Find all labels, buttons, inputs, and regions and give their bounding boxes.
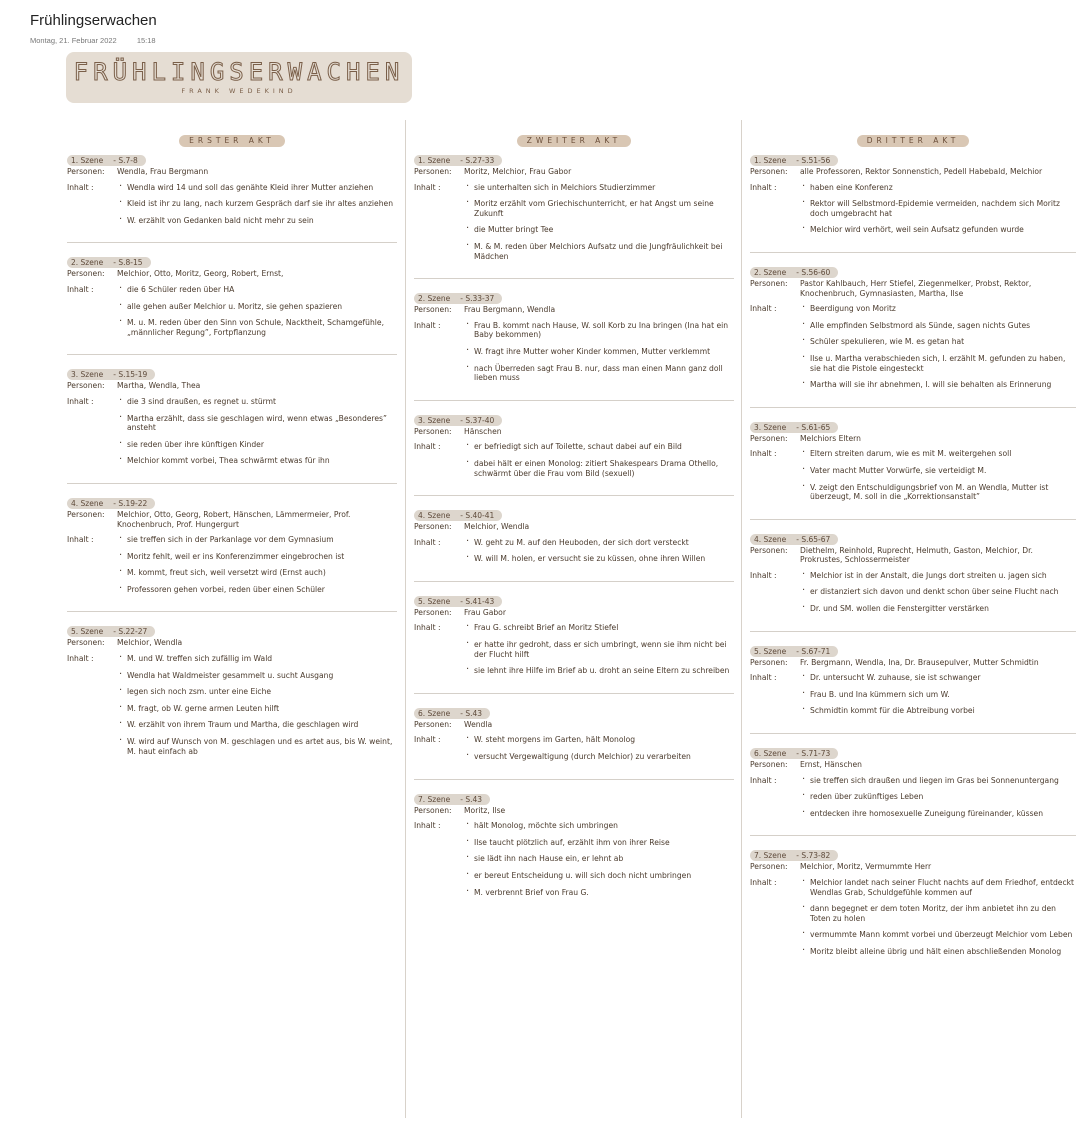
scene-pages: - S.8-15	[113, 258, 143, 268]
content-label: Inhalt :	[67, 182, 94, 192]
content-label: Inhalt :	[414, 537, 441, 547]
content-item: · Wendla wird 14 und soll das genähte Kleid ihrer Mutter anziehen	[117, 183, 397, 193]
scene-name: 6. Szene	[754, 749, 787, 759]
content-list	[464, 538, 734, 571]
scene-block	[750, 527, 1076, 632]
content-item: · W. geht zu M. auf den Heuboden, der sich dort versteckt	[464, 538, 734, 548]
scene-name: 6. Szene	[418, 708, 451, 718]
content-item: · sie treffen sich in der Parkanlage vor dem Gymnasium	[117, 535, 397, 545]
content-item: · Martha will sie ihr abnehmen, I. will sie behalten als Erinnerung	[800, 380, 1076, 390]
content-list	[117, 285, 397, 344]
content-item: · vermummte Mann kommt vorbei und überzeugt Melchior vom Leben	[800, 930, 1076, 940]
scene-pages: - S.33-37	[460, 294, 495, 304]
content-item: · dabei hält er einen Monolog: zitiert Shakespears Drama Othello, schwärmt über die Frau vom Bild (sexuell)	[464, 459, 734, 478]
content-row	[67, 183, 397, 233]
scene-name: 3. Szene	[418, 415, 451, 425]
content-row	[750, 673, 1076, 723]
scene-block	[67, 148, 397, 243]
act-heading	[750, 128, 1076, 145]
scene-header	[414, 148, 734, 165]
content-list	[800, 878, 1076, 964]
scene-pages: - S.7-8	[113, 156, 138, 165]
content-list	[464, 623, 734, 682]
content-item: · Moritz bleibt alleine übrig und hält einen abschließenden Monolog	[800, 947, 1076, 957]
content-item: · Eltern streiten darum, wie es mit M. weitergehen soll	[800, 449, 1076, 459]
persons-label: Personen:	[750, 657, 788, 667]
content-item: · Moritz fehlt, weil er ins Konferenzimmer eingebrochen ist	[117, 552, 397, 562]
scene-name: 1. Szene	[71, 156, 104, 165]
content-item: · W. fragt ihre Mutter woher Kinder kommen, Mutter verklemmt	[464, 347, 734, 357]
act-title: ERSTER AKT	[179, 135, 285, 147]
content-item: · hält Monolog, möchte sich umbringen	[464, 821, 734, 831]
content-item: · Vater macht Mutter Vorwürfe, sie verteidigt M.	[800, 466, 1076, 476]
scene-pages: - S.37-40	[460, 415, 495, 425]
scene-header	[750, 527, 1076, 544]
content-item: · M. kommt, freut sich, weil versetzt wird (Ernst auch)	[117, 568, 397, 578]
content-item: · Wendla hat Waldmeister gesammelt u. sucht Ausgang	[117, 671, 397, 681]
content-list	[117, 535, 397, 601]
content-label: Inhalt :	[67, 535, 94, 545]
content-item: · Martha erzählt, dass sie geschlagen wird, wenn etwas „Besonderes” ansteht	[117, 414, 397, 433]
content-item: · M. u. M. reden über den Sinn von Schule, Nacktheit, Schamgefühle, „männlicher Regung”, Fortpflanzung	[117, 318, 397, 337]
content-list	[464, 821, 734, 904]
scene-header	[67, 362, 397, 380]
scene-pages: - S.43	[460, 708, 483, 718]
scene-block	[750, 415, 1076, 520]
persons-value: alle Professoren, Rektor Sonnenstich, Pedell Habebald, Melchior	[800, 167, 1043, 176]
scene-block	[750, 148, 1076, 253]
scene-pages: - S.27-33	[460, 156, 495, 165]
persons-label: Personen:	[67, 638, 105, 648]
content-list	[800, 183, 1076, 242]
act-column-3	[750, 128, 1076, 981]
scene-header	[750, 639, 1076, 656]
content-item: · Melchior kommt vorbei, Thea schwärmt etwas für ihn	[117, 456, 397, 466]
content-item: · reden über zukünftiges Leben	[800, 792, 1076, 802]
scene-header	[414, 589, 734, 606]
content-item: · W. wird auf Wunsch von M. geschlagen und es artet aus, bis W. weint, M. haut einfach ab	[117, 737, 397, 756]
persons-value: Wendla	[464, 719, 493, 729]
persons-value: Melchior, Otto, Georg, Robert, Hänschen, Lämmermeier, Prof. Knochenbruch, Prof. Hungergurt	[117, 509, 351, 529]
persons-label: Personen:	[750, 545, 788, 555]
content-item: · die 6 Schüler reden über HA	[117, 285, 397, 295]
act-heading	[414, 128, 734, 145]
content-item: · alle gehen außer Melchior u. Moritz, sie gehen spazieren	[117, 302, 397, 312]
persons-label: Personen:	[414, 607, 452, 617]
scene-pages: - S.56-60	[796, 267, 831, 277]
scene-label	[67, 155, 146, 166]
act-column-2	[414, 128, 734, 921]
content-item: · dann begegnet er dem toten Moritz, der ihm anbietet ihn zu den Toten zu holen	[800, 904, 1076, 923]
content-row	[414, 623, 734, 682]
content-list	[800, 571, 1076, 621]
content-row	[414, 183, 734, 269]
content-row	[67, 397, 397, 473]
scene-label	[750, 748, 838, 759]
scene-label	[414, 293, 502, 304]
persons-row	[67, 269, 397, 279]
content-label: Inhalt :	[414, 821, 441, 831]
persons-value: Melchiors Eltern	[800, 433, 861, 443]
persons-label: Personen:	[750, 760, 788, 770]
scene-label	[750, 534, 838, 545]
content-label: Inhalt :	[750, 878, 777, 887]
scene-block	[414, 503, 734, 582]
page-time: 15:18	[136, 36, 156, 45]
scene-pages: - S.71-73	[796, 749, 831, 759]
scene-name: 2. Szene	[71, 258, 104, 268]
scene-name: 4. Szene	[418, 511, 451, 521]
content-item: · Ilse taucht plötzlich auf, erzählt ihm von ihrer Reise	[464, 838, 734, 848]
scene-label	[414, 794, 490, 805]
persons-row	[67, 167, 397, 177]
scene-label	[414, 415, 502, 426]
persons-value: Melchior, Moritz, Vermummte Herr	[800, 862, 932, 872]
content-label: Inhalt :	[750, 775, 777, 785]
scene-block	[414, 408, 734, 496]
scene-name: 5. Szene	[418, 596, 451, 606]
persons-value: Moritz, Ilse	[464, 805, 506, 815]
persons-row	[414, 167, 734, 177]
content-item: · W. erzählt von Gedanken bald nicht mehr zu sein	[117, 216, 397, 226]
persons-label: Personen:	[414, 305, 452, 315]
scene-block	[67, 362, 397, 484]
act-heading	[67, 128, 397, 145]
content-list	[464, 321, 734, 390]
persons-value: Wendla, Frau Bergmann	[117, 167, 209, 176]
scene-label	[414, 708, 490, 719]
scene-block	[414, 701, 734, 780]
content-list	[464, 442, 734, 485]
content-label: Inhalt :	[67, 654, 94, 664]
scene-name: 3. Szene	[754, 422, 787, 432]
content-item: · Melchior wird verhört, weil sein Aufsatz gefunden wurde	[800, 225, 1076, 235]
scene-name: 3. Szene	[71, 370, 104, 380]
content-item: · Melchior ist in der Anstalt, die Jungs dort streiten u. jagen sich	[800, 571, 1076, 581]
banner-subtitle: FRANK WEDEKIND	[181, 87, 297, 95]
scene-header	[414, 503, 734, 521]
scene-block	[67, 491, 397, 613]
scene-header	[67, 148, 397, 165]
scene-header	[414, 787, 734, 804]
scene-pages: - S.22-27	[113, 627, 148, 637]
scene-name: 7. Szene	[754, 851, 787, 861]
act-title: ZWEITER AKT	[517, 135, 631, 147]
persons-row	[750, 546, 1076, 565]
page-date: Montag, 21. Februar 2022	[30, 36, 117, 45]
persons-value: Fr. Bergmann, Wendla, Ina, Dr. Brausepulver, Mutter Schmidtin	[800, 657, 1039, 667]
persons-value: Diethelm, Reinhold, Ruprecht, Helmuth, Gaston, Melchior, Dr. Prokrustes, Schlossermeister	[800, 545, 1033, 565]
content-row	[67, 654, 397, 763]
content-label: Inhalt :	[67, 284, 94, 294]
content-item: · M. verbrennt Brief von Frau G.	[464, 888, 734, 898]
scene-block	[67, 250, 397, 355]
scene-header	[750, 415, 1076, 432]
scene-name: 2. Szene	[418, 294, 451, 304]
persons-value: Hänschen	[464, 426, 502, 436]
content-item: · W. erzählt von ihrem Traum und Martha, die geschlagen wird	[117, 720, 397, 730]
persons-label: Personen:	[750, 862, 788, 872]
scene-block	[750, 260, 1076, 408]
content-item: · Dr. untersucht W. zuhause, sie ist schwanger	[800, 673, 1076, 683]
content-list	[800, 449, 1076, 508]
content-item: · Alle empfinden Selbstmord als Sünde, sagen nichts Gutes	[800, 321, 1076, 331]
persons-row	[750, 658, 1076, 668]
content-item: · er befriedigt sich auf Toilette, schaut dabei auf ein Bild	[464, 442, 734, 452]
content-list	[117, 397, 397, 473]
scene-label	[750, 155, 838, 166]
persons-label: Personen:	[414, 719, 452, 729]
content-list	[464, 183, 734, 269]
persons-label: Personen:	[67, 269, 105, 279]
content-row	[414, 321, 734, 390]
content-item: · Kleid ist ihr zu lang, nach kurzem Gespräch darf sie ihr altes anziehen	[117, 199, 397, 209]
content-item: · er distanziert sich davon und denkt schon über seine Flucht nach	[800, 587, 1076, 597]
act-column-1	[67, 128, 397, 780]
content-list	[117, 654, 397, 763]
persons-label: Personen:	[750, 278, 788, 288]
content-item: · entdecken ihre homosexuelle Zuneigung füreinander, küssen	[800, 809, 1076, 819]
content-item: · Schüler spekulieren, wie M. es getan hat	[800, 337, 1076, 347]
page-title: Frühlingserwachen	[30, 12, 157, 29]
content-item: · die Mutter bringt Tee	[464, 225, 734, 235]
title-banner	[66, 52, 412, 103]
content-list	[800, 673, 1076, 723]
content-item: · M. und W. treffen sich zufällig im Wald	[117, 654, 397, 664]
content-row	[414, 821, 734, 904]
scene-header	[67, 250, 397, 268]
content-row	[67, 535, 397, 601]
column-divider	[741, 120, 742, 1118]
persons-row	[414, 522, 734, 532]
scene-label	[750, 422, 838, 433]
content-row	[67, 285, 397, 344]
content-row	[750, 776, 1076, 826]
content-item: · er bereut Entscheidung u. will sich doch nicht umbringen	[464, 871, 734, 881]
content-item: · nach Überreden sagt Frau B. nur, dass man einen Mann ganz doll lieben muss	[464, 364, 734, 383]
scene-pages: - S.41-43	[460, 596, 495, 606]
content-row	[414, 442, 734, 485]
act-title: DRITTER AKT	[857, 135, 970, 147]
content-item: · Frau G. schreibt Brief an Moritz Stiefel	[464, 623, 734, 633]
scene-header	[414, 286, 734, 304]
scene-header	[750, 843, 1076, 861]
scene-name: 4. Szene	[71, 498, 104, 508]
content-row	[414, 538, 734, 571]
content-list	[800, 776, 1076, 826]
scene-name: 1. Szene	[754, 156, 787, 165]
scene-pages: - S.73-82	[796, 851, 831, 861]
scene-name: 5. Szene	[754, 646, 787, 656]
persons-value: Melchior, Wendla	[464, 522, 530, 532]
persons-label: Personen:	[414, 522, 452, 532]
scene-label	[750, 646, 838, 657]
persons-label: Personen:	[414, 805, 452, 815]
scene-label	[750, 850, 838, 861]
scene-pages: - S.19-22	[113, 498, 148, 508]
content-row	[750, 183, 1076, 242]
banner-title: FRÜHLINGSERWACHEN	[73, 58, 405, 86]
persons-value: Martha, Wendla, Thea	[117, 381, 201, 391]
scene-label	[414, 510, 502, 521]
scene-pages: - S.61-65	[796, 422, 831, 432]
scene-block	[414, 286, 734, 401]
content-item: · Dr. und SM. wollen die Fenstergitter verstärken	[800, 604, 1076, 614]
content-item: · Rektor will Selbstmord-Epidemie vermeiden, nachdem sich Moritz doch umgebracht hat	[800, 199, 1076, 218]
scene-label	[67, 626, 155, 637]
scene-block	[750, 639, 1076, 734]
scene-header	[67, 491, 397, 508]
scene-pages: - S.43	[460, 794, 483, 804]
content-item: · M. fragt, ob W. gerne armen Leuten hilft	[117, 704, 397, 714]
content-row	[750, 878, 1076, 964]
content-label: Inhalt :	[414, 735, 441, 745]
persons-value: Pastor Kahlbauch, Herr Stiefel, Ziegenmelker, Probst, Rektor, Knochenbruch, Gymnasiasten, Martha, Ilse	[800, 278, 1032, 298]
scene-block	[750, 741, 1076, 836]
scene-pages: - S.15-19	[113, 370, 148, 380]
persons-row	[750, 167, 1076, 177]
scene-block	[414, 787, 734, 915]
scene-label	[67, 498, 155, 509]
persons-value: Moritz, Melchior, Frau Gabor	[464, 167, 572, 176]
persons-row	[414, 608, 734, 618]
scene-pages: - S.40-41	[460, 511, 495, 521]
scene-block	[67, 619, 397, 773]
persons-value: Frau Bergmann, Wendla	[464, 305, 556, 315]
scene-block	[414, 589, 734, 694]
persons-label: Personen:	[67, 381, 105, 391]
scene-label	[67, 369, 155, 380]
persons-row	[750, 760, 1076, 770]
persons-value: Ernst, Hänschen	[800, 760, 862, 770]
persons-row	[414, 720, 734, 730]
content-item: · W. steht morgens im Garten, hält Monolog	[464, 735, 734, 745]
content-item: · haben eine Konferenz	[800, 183, 1076, 193]
content-row	[750, 571, 1076, 621]
content-item: · sie lehnt ihre Hilfe im Brief ab u. droht an seine Eltern zu schreiben	[464, 666, 734, 676]
column-divider	[405, 120, 406, 1118]
content-item: · sie treffen sich draußen und liegen im Gras bei Sonnenuntergang	[800, 776, 1076, 786]
content-item: · Moritz erzählt vom Griechischunterricht, er hat Angst um seine Zukunft	[464, 199, 734, 218]
scene-header	[750, 741, 1076, 759]
persons-row	[67, 638, 397, 648]
persons-label: Personen:	[750, 167, 788, 176]
scene-block	[750, 843, 1076, 973]
scene-name: 7. Szene	[418, 794, 451, 804]
scene-header	[414, 408, 734, 425]
persons-label: Personen:	[414, 167, 452, 176]
page-meta	[30, 36, 156, 45]
content-item: · versucht Vergewaltigung (durch Melchior) zu verarbeiten	[464, 752, 734, 762]
content-label: Inhalt :	[414, 623, 441, 633]
content-item: · sie unterhalten sich in Melchiors Studierzimmer	[464, 183, 734, 193]
scene-name: 1. Szene	[418, 156, 451, 165]
persons-row	[67, 381, 397, 391]
scene-pages: - S.67-71	[796, 646, 831, 656]
scene-name: 4. Szene	[754, 534, 787, 544]
content-label: Inhalt :	[67, 396, 94, 406]
content-item: · M. & M. reden über Melchiors Aufsatz und die Jungfräulichkeit bei Mädchen	[464, 242, 734, 261]
scene-label	[414, 596, 502, 607]
scene-block	[414, 148, 734, 279]
persons-label: Personen:	[750, 433, 788, 443]
content-item: · Beerdigung von Moritz	[800, 304, 1076, 314]
scene-pages: - S.65-67	[796, 534, 831, 544]
content-item: · er hatte ihr gedroht, dass er sich umbringt, wenn sie ihm nicht bei der Flucht hilft	[464, 640, 734, 659]
content-item: · V. zeigt den Entschuldigungsbrief von M. an Wendla, Mutter ist überzeugt, M. soll in die „Korrektionsanstalt”	[800, 483, 1076, 502]
content-label: Inhalt :	[414, 442, 441, 452]
content-label: Inhalt :	[750, 673, 777, 683]
persons-value: Melchior, Wendla	[117, 638, 183, 648]
content-row	[414, 735, 734, 768]
persons-row	[750, 279, 1076, 298]
scene-label	[67, 257, 151, 268]
content-item: · Schmidtin kommt für die Abtreibung vorbei	[800, 706, 1076, 716]
content-label: Inhalt :	[750, 570, 777, 580]
persons-row	[67, 510, 397, 529]
persons-row	[414, 305, 734, 315]
persons-value: Melchior, Otto, Moritz, Georg, Robert, Ernst,	[117, 269, 284, 279]
content-item: · Frau B. und Ina kümmern sich um W.	[800, 690, 1076, 700]
scene-header	[750, 148, 1076, 165]
scene-label	[414, 155, 502, 166]
scene-header	[67, 619, 397, 637]
content-label: Inhalt :	[414, 320, 441, 330]
scene-label	[750, 267, 838, 278]
scene-header	[750, 260, 1076, 277]
content-row	[750, 449, 1076, 508]
content-item: · Frau B. kommt nach Hause, W. soll Korb zu Ina bringen (Ina hat ein Baby bekommen)	[464, 321, 734, 340]
content-list	[800, 304, 1076, 397]
scene-name: 2. Szene	[754, 267, 787, 277]
content-row	[750, 304, 1076, 397]
content-label: Inhalt :	[750, 304, 777, 314]
persons-value: Frau Gabor	[464, 607, 506, 617]
scene-pages: - S.51-56	[796, 156, 831, 165]
persons-row	[750, 434, 1076, 444]
content-list	[464, 735, 734, 768]
content-list	[117, 183, 397, 233]
scene-name: 5. Szene	[71, 627, 104, 637]
persons-label: Personen:	[414, 426, 452, 436]
persons-label: Personen:	[67, 167, 105, 176]
content-item: · W. will M. holen, er versucht sie zu küssen, ohne ihren Willen	[464, 554, 734, 564]
content-item: · Professoren gehen vorbei, reden über einen Schüler	[117, 585, 397, 595]
content-item: · sie lädt ihn nach Hause ein, er lehnt ab	[464, 854, 734, 864]
content-item: · Ilse u. Martha verabschieden sich, I. erzählt M. gefunden zu haben, sie hat die Pistole eingesteckt	[800, 354, 1076, 373]
content-label: Inhalt :	[750, 182, 777, 192]
persons-row	[414, 427, 734, 437]
content-label: Inhalt :	[750, 449, 777, 459]
persons-row	[750, 862, 1076, 872]
content-item: · Melchior landet nach seiner Flucht nachts auf dem Friedhof, entdeckt Wendlas Grab, Schuldgefühle kommen auf	[800, 878, 1076, 897]
content-item: · legen sich noch zsm. unter eine Eiche	[117, 687, 397, 697]
persons-row	[414, 806, 734, 816]
persons-label: Personen:	[67, 509, 105, 519]
content-item: · sie reden über ihre künftigen Kinder	[117, 440, 397, 450]
content-item: · die 3 sind draußen, es regnet u. stürmt	[117, 397, 397, 407]
content-label: Inhalt :	[414, 182, 441, 192]
scene-header	[414, 701, 734, 718]
